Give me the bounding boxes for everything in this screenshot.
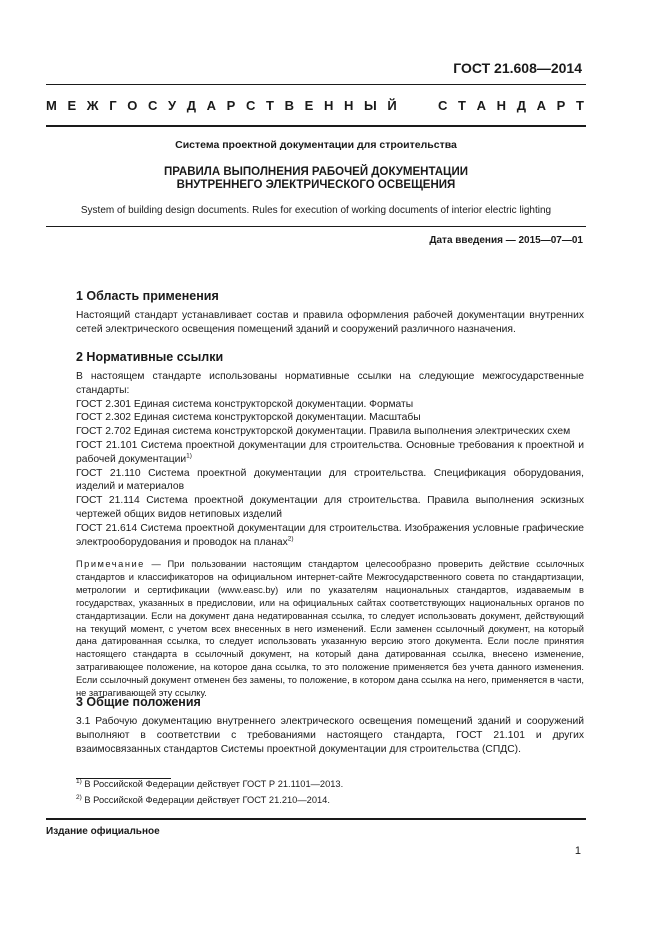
banner-letter: С (438, 98, 448, 113)
note-label: Примечание (76, 559, 145, 569)
section-3-paragraph: 3.1 Рабочую документацию внутреннего электрического освещения помещений зданий и сооружений выполняют в соответствии с требованиями настоящего стандарта, ГОСТ 21.101 и других взаимосвязанных стандартов Системы проектной документации для строительства (СПДС). (76, 716, 584, 755)
footnote-2 (76, 795, 330, 805)
title-divider (46, 226, 586, 227)
banner-letter: У (168, 98, 177, 113)
footnote-1-mark: 1) (76, 777, 82, 785)
banner-letter: Т (266, 98, 274, 113)
banner-letter: О (127, 98, 138, 113)
banner-letter: Н (496, 98, 507, 113)
banner-letter: С (147, 98, 158, 113)
section-1-heading: 1 Область применения (76, 289, 219, 303)
banner-letter: А (476, 98, 487, 113)
standard-id: ГОСТ 21.608—2014 (453, 60, 582, 76)
page-number: 1 (574, 845, 581, 857)
reference-item: ГОСТ 21.114 Система проектной документации для строительства. Правила выполнения эскизных чертежей общих видов нетиповых изделий (76, 495, 584, 520)
banner-gap (407, 98, 427, 113)
header-divider (46, 84, 586, 85)
footnote-1 (76, 779, 343, 789)
section-1-body (76, 309, 584, 337)
reference-item: ГОСТ 2.301 Единая система конструкторской документации. Форматы (76, 398, 414, 410)
banner-letter: Н (323, 98, 334, 113)
document-title-line-1: ПРАВИЛА ВЫПОЛНЕНИЯ РАБОЧЕЙ ДОКУМЕНТАЦИИ (163, 166, 468, 178)
banner-letter: Т (575, 98, 584, 113)
banner-letter: Д (516, 98, 526, 113)
banner-letter: А (536, 98, 546, 113)
section-2-body (76, 370, 584, 549)
banner-letter: А (206, 98, 217, 113)
reference-item-text: ГОСТ 21.101 Система проектной документации для строительства. Основные требования к проектной и рабочей документации (76, 439, 584, 465)
system-title: Система проектной документации для строительства (175, 139, 457, 151)
reference-item: ГОСТ 2.302 Единая система конструкторской документации. Масштабы (76, 412, 421, 424)
banner-letter: С (245, 98, 256, 113)
section-2-heading: 2 Нормативные ссылки (76, 350, 224, 364)
footnote-ref-1: 1) (186, 452, 192, 460)
document-title (46, 166, 586, 192)
note-text: — При пользовании настоящим стандартом целесообразно проверить действие ссылочных стандартов и классификаторов на официальном интернет-сайте Межгосударственного совета по стандартизации, метрологии и сертификации (www.easc.by) или по указателям национальных стандартов, издаваемым в государствах, указанных в предисловии, или на официальных сайтах соответствующих национальных органов по стандартизации. Если на документ дана недатированная ссылка, то следует использовать документ, действующий на текущий момент, с учетом всех внесенных в него изменений. Если заменен ссылочный документ, на который дана датированная ссылка, то следует использовать указанную версию этого документа. Если после принятия настоящего стандарта в ссылочный документ, на который дана датированная ссылка, внесено изменение, затрагивающее положение, на которое дана ссылка, то это положение применяется без учета данного изменения. Если ссылочный документ отменен без замены, то положение, в котором дана ссылка на него, применяется в части, не затрагивающей эту ссылку. (76, 559, 584, 699)
banner-letter: Е (304, 98, 314, 113)
reference-item: ГОСТ 21.110 Система проектной документации для строительства. Спецификация оборудования, изделий и материалов (76, 467, 584, 493)
banner-letter: Т (458, 98, 466, 113)
banner-letter: Е (67, 98, 77, 113)
footnote-2-text: В Российской Федерации действует ГОСТ 21.210—2014. (81, 795, 330, 805)
interstate-standard-banner (46, 98, 584, 113)
banner-letter: М (46, 98, 57, 113)
banner-divider (46, 125, 586, 127)
banner-letter: Ы (364, 98, 377, 113)
document-title-line-2: ВНУТРЕННЕГО ЭЛЕКТРИЧЕСКОГО ОСВЕЩЕНИЯ (176, 179, 456, 191)
banner-letter: Р (556, 98, 566, 113)
section-3-body (76, 715, 584, 756)
banner-letter: Г (109, 98, 117, 113)
english-title: System of building design documents. Rules for execution of working documents of interior electric lighting (80, 205, 552, 216)
reference-item: ГОСТ 2.702 Единая система конструкторской документации. Правила выполнения электрических схем (76, 426, 571, 438)
official-edition-label: Издание официальное (46, 826, 160, 837)
banner-letter: Н (343, 98, 354, 113)
section-1-paragraph: Настоящий стандарт устанавливает состав и правила оформления рабочей документации внутренних сетей электрического освещения помещений зданий и сооружений различного назначения. (76, 310, 584, 335)
banner-letter: Д (186, 98, 196, 113)
banner-letter: В (284, 98, 294, 113)
introduction-date: Дата введения — 2015—07—01 (429, 235, 583, 246)
footnote-1-text: В Российской Федерации действует ГОСТ Р 21.1101—2013. (81, 779, 344, 789)
banner-letter: Р (226, 98, 236, 113)
section-3-heading: 3 Общие положения (76, 695, 201, 709)
note-block (76, 558, 584, 700)
footnote-2-mark: 2) (76, 793, 82, 801)
reference-item (76, 439, 584, 467)
banner-letter: Й (387, 98, 397, 113)
footer-divider (46, 818, 586, 820)
banner-letter: Ж (86, 98, 99, 113)
reference-item-text: ГОСТ 21.614 Система проектной документации для строительства. Изображения условные графические электрооборудования и проводок на планах (76, 522, 584, 548)
references-intro: В настоящем стандарте использованы нормативные ссылки на следующие межгосударственные стандарты: (76, 371, 584, 396)
reference-item (76, 522, 584, 550)
footnote-ref-2: 2) (287, 535, 294, 543)
